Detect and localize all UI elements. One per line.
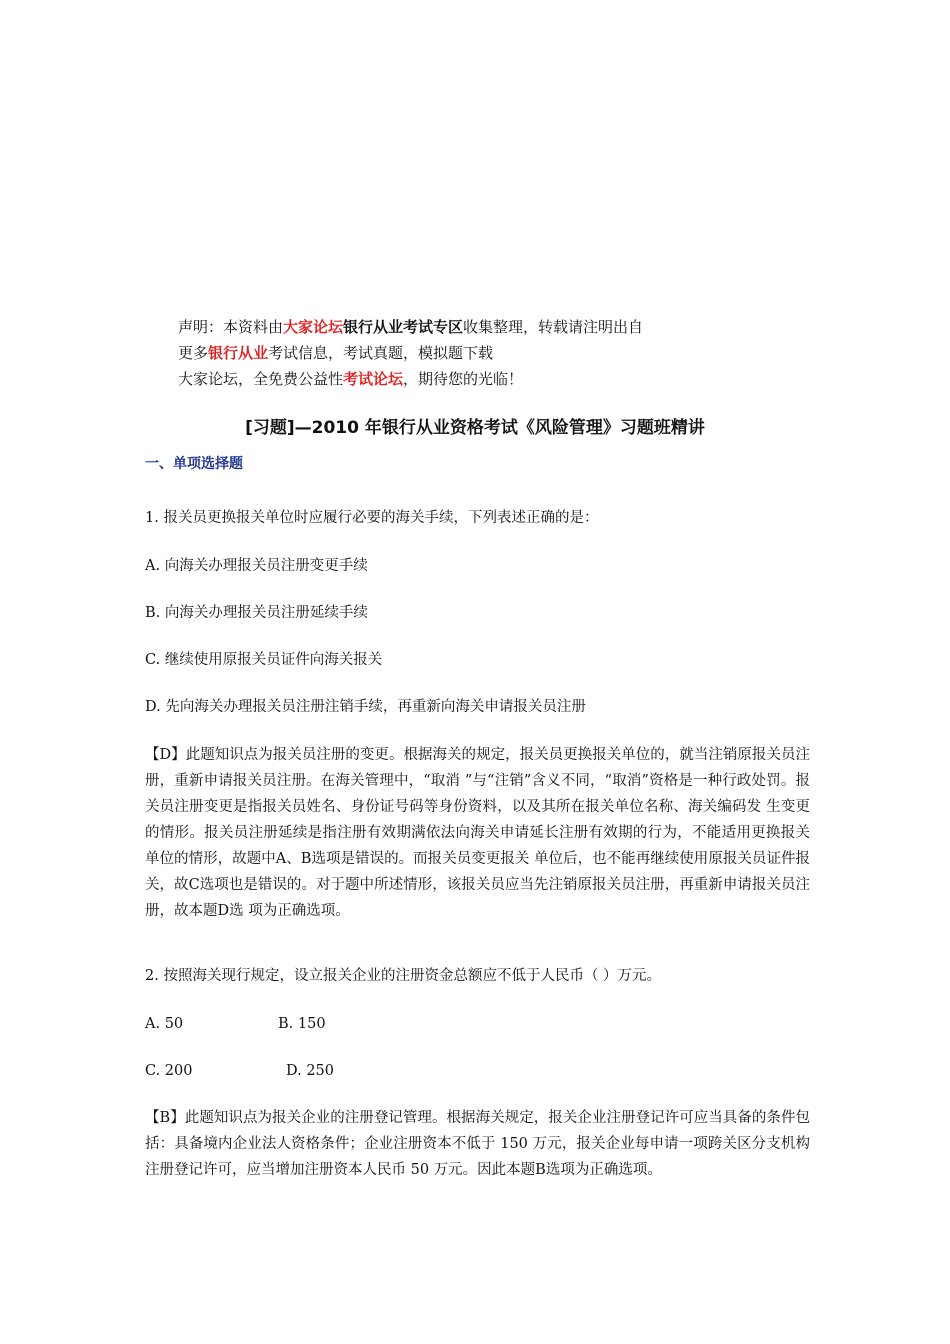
question-1-option-b: B. 向海关办理报关员注册延续手续	[145, 605, 368, 621]
question-2-answer: 【B】	[145, 1110, 185, 1126]
explanation-text: 此题知识点为报关企业的注册登记管理。根据海关规定，报关企业注册登记许可应当具备的条件包括：具备境内企业法人资格条件；企业注册资本不低于 150 万元，报关企业每申请一项跨关区分支机构注册登记许可，应当增加注册资本人民币 50 万元。因此本题B选项为正确选项。	[145, 1110, 810, 1178]
question-1-option-a: A. 向海关办理报关员注册变更手续	[145, 558, 368, 574]
disclaimer-notice	[178, 314, 643, 392]
question-2-option-b: B. 150	[278, 1016, 326, 1032]
document-title: [习题]—2010 年银行从业资格考试《风险管理》习题班精讲	[245, 418, 705, 438]
bank-exam-link[interactable]: 银行从业	[208, 344, 269, 362]
question-2-explanation	[145, 1105, 810, 1183]
forum-link[interactable]: 大家论坛	[283, 318, 344, 336]
question-1-option-d: D. 先向海关办理报关员注册注销手续，再重新向海关申请报关员注册	[145, 699, 586, 715]
question-2-options-row-2	[145, 1058, 810, 1084]
question-1-explanation	[145, 742, 810, 924]
question-2-option-a: A. 50	[145, 1016, 184, 1032]
question-2-stem: 2. 按照海关现行规定，设立报关企业的注册资金总额应不低于人民币（ ）万元。	[145, 968, 662, 984]
notice-line-3	[178, 366, 643, 392]
question-2-options-row-1	[145, 1011, 810, 1037]
notice-text: ，期待您的光临！	[403, 370, 524, 388]
notice-line-1	[178, 314, 643, 340]
question-1-option-c: C. 继续使用原报关员证件向海关报关	[145, 652, 383, 668]
notice-text: 大家论坛，全免费公益性	[178, 370, 344, 388]
explanation-text: 此题知识点为报关员注册的变更。根据海关的规定，报关员更换报关单位的，就当注销原报关员注册，重新申请报关员注册。在海关管理中，“取消 ”与“注销”含义不同，“取消”资格是一种行政处罚。报关员注册变更是指报关员姓名、身份证号码等身份资料，以及其所在报关单位名称、海关编码发 生变更 的情形。报关员注册延续是指注册有效期满依法向海关申请延长注册有效期的行为，不能适用更换报关单位的情形，故题中A、B选项是错误的。而报关员变更报关 单位后，也不能再继续使用原报关员证件报关，故C选项也是错误的。对于题中所述情形，该报关员应当先注销原报关员注册，再重新申请报关员注册，故本题D选 项为正确选项。	[145, 747, 810, 919]
question-2-option-d: D. 250	[286, 1063, 335, 1079]
question-1-answer: 【D】	[145, 747, 186, 763]
question-1-stem: 1. 报关员更换报关单位时应履行必要的海关手续，下列表述正确的是：	[145, 510, 599, 526]
notice-text: 收集整理，转载请注明出自	[463, 318, 644, 336]
notice-text: 考试信息，考试真题，模拟题下载	[268, 344, 494, 362]
question-2-option-c: C. 200	[145, 1063, 193, 1079]
exam-zone-link[interactable]: 银行从业考试专区	[343, 318, 464, 336]
section-heading: 一、单项选择题	[145, 456, 243, 472]
notice-line-2	[178, 340, 643, 366]
notice-text: 更多	[178, 344, 209, 362]
notice-text: 声明：本资料由	[178, 318, 284, 336]
exam-forum-link[interactable]: 考试论坛	[343, 370, 404, 388]
